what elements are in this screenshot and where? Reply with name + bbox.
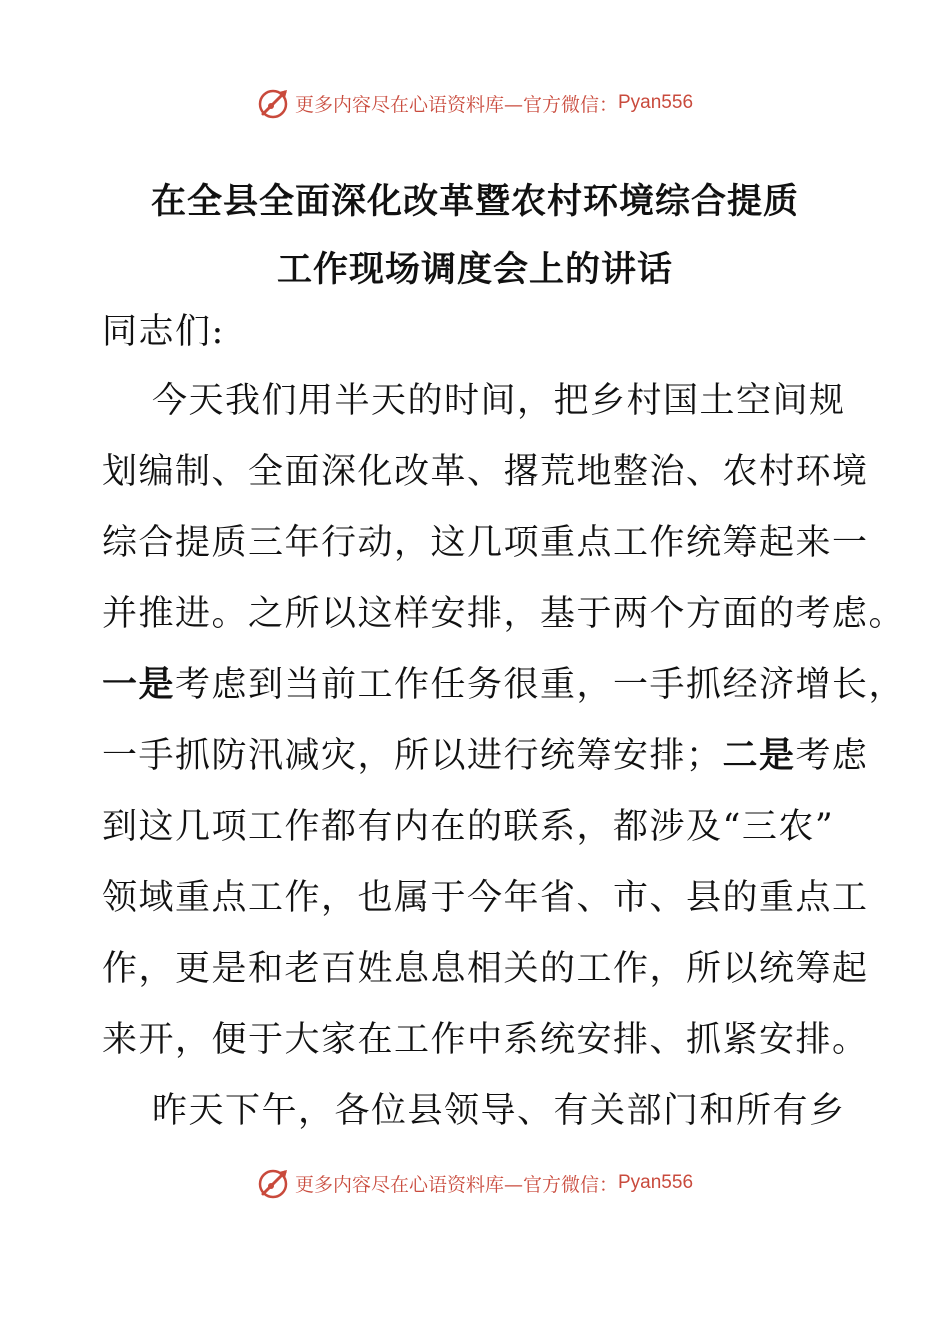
- document-title-line-2: 工作现场调度会上的讲话: [276, 250, 673, 290]
- watermark-banner-top: [0, 86, 950, 120]
- watermark-wechat-id: Pyan556: [618, 1172, 694, 1193]
- watermark-text: 更多内容尽在心语资料库—官方微信：: [294, 93, 618, 116]
- line-6-text-tail: 考虑: [795, 736, 869, 776]
- paragraph-1-line-2: 划编制、全面深化改革、撂荒地整治、农村环境: [102, 452, 869, 492]
- emphasis-first-point: 一是: [102, 665, 176, 705]
- line-6-text: 一手抓防汛减灾，所以进行统筹安排；: [102, 736, 723, 776]
- watermark-wechat-id: Pyan556: [618, 92, 694, 113]
- emphasis-second-point: 二是: [722, 736, 796, 776]
- paragraph-1-line-5: [102, 665, 906, 705]
- paragraph-1-line-4: 并推进。之所以这样安排，基于两个方面的考虑。: [102, 594, 906, 634]
- paragraph-1-line-3: 综合提质三年行动，这几项重点工作统筹起来一: [102, 523, 869, 563]
- paragraph-1-line-1: 今天我们用半天的时间，把乡村国土空间规: [152, 381, 846, 421]
- pen-logo-icon: [257, 1166, 291, 1200]
- paragraph-1-line-6: [102, 736, 872, 776]
- document-title-line-1: 在全县全面深化改革暨农村环境综合提质: [150, 182, 799, 222]
- paragraph-1-line-9: 作，更是和老百姓息息相关的工作，所以统筹起: [102, 949, 869, 989]
- paragraph-1-line-10: 来开，便于大家在工作中系统安排、抓紧安排。: [102, 1020, 869, 1060]
- pen-logo-icon: [257, 86, 291, 120]
- watermark-banner-bottom: [0, 1166, 950, 1200]
- salutation: 同志们:: [102, 312, 225, 352]
- line-5-text: 考虑到当前工作任务很重，一手抓经济增长，: [175, 665, 906, 705]
- paragraph-1-line-7: 到这几项工作都有内在的联系，都涉及“三农”: [102, 807, 835, 847]
- watermark-text: 更多内容尽在心语资料库—官方微信：: [294, 1173, 618, 1196]
- paragraph-2-line-1: 昨天下午，各位县领导、有关部门和所有乡: [152, 1091, 846, 1131]
- paragraph-1-line-8: 领域重点工作，也属于今年省、市、县的重点工: [102, 878, 869, 918]
